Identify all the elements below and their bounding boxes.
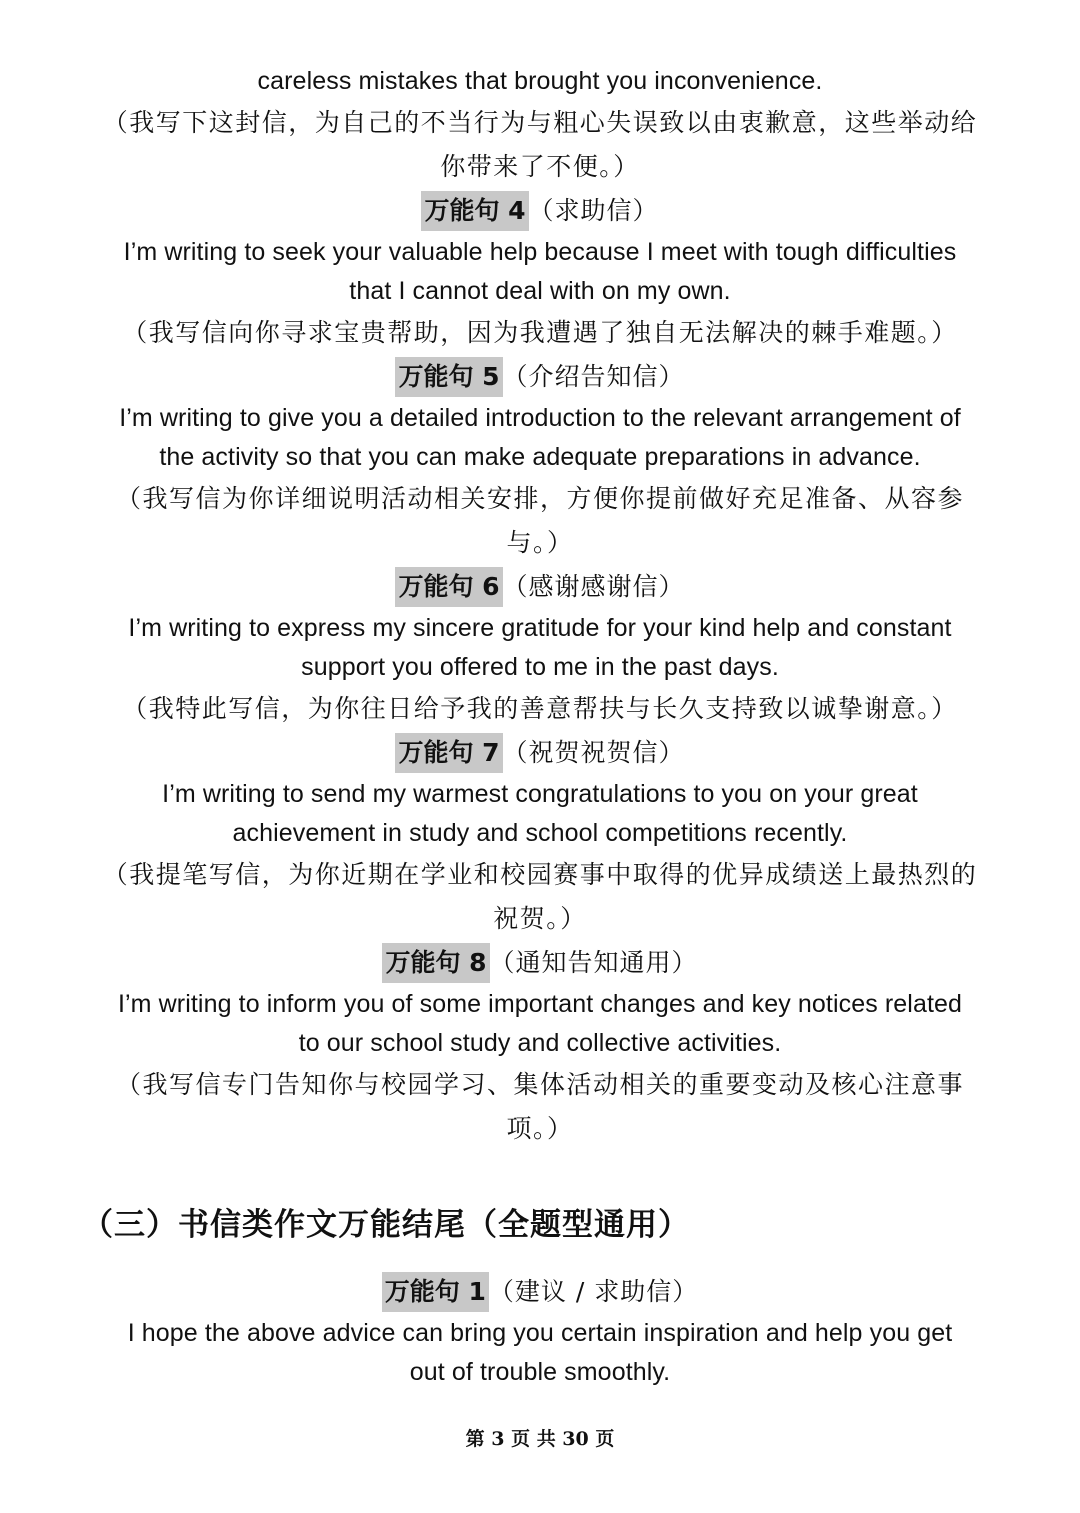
sentence-block-5: [60, 355, 1020, 565]
sentence-block-6: [60, 565, 1020, 731]
ending-type: （建议 / 求助信）: [488, 1277, 699, 1306]
sentence-english-line-2: support you offered to me in the past days.: [301, 653, 779, 681]
sentence-english-line-2: to our school study and collective activities.: [298, 1029, 782, 1057]
sentence-chinese-line-2: 祝贺。）: [493, 904, 587, 933]
sentence-block-7: [60, 731, 1020, 941]
intro-chinese-line-1: （我写下这封信，为自己的不当行为与粗心失误致以由衷歉意，这些举动给: [102, 108, 978, 137]
sentence-type: （通知告知通用）: [489, 948, 698, 977]
sentence-block-8: [60, 941, 1020, 1151]
sentence-label: 万能句 8: [382, 943, 489, 983]
sentence-english-line-2: the activity so that you can make adequate preparations in advance.: [159, 443, 921, 471]
intro-english-tail: careless mistakes that brought you inconvenience.: [257, 67, 823, 95]
sentence-chinese-line-1: （我写信专门告知你与校园学习、集体活动相关的重要变动及核心注意事: [115, 1070, 964, 1099]
ending-english-line-2: out of trouble smoothly.: [409, 1358, 671, 1386]
sentence-label: 万能句 5: [395, 357, 502, 397]
sentence-english-line-1: I’m writing to express my sincere gratitude for your kind help and constant: [128, 614, 952, 642]
section-title: （三）书信类作文万能结尾（全题型通用）: [82, 1207, 690, 1243]
page-number: 第 3 页 共 30 页: [465, 1428, 615, 1450]
sentence-type: （求助信）: [528, 196, 659, 225]
ending-heading: [60, 1270, 1020, 1314]
sentence-english-line-1: I’m writing to give you a detailed introduction to the relevant arrangement of: [119, 404, 961, 432]
sentence-type: （感谢感谢信）: [502, 572, 685, 601]
intro-chinese-line-2: 你带来了不便。）: [440, 152, 640, 181]
sentence-english-line-1: I’m writing to send my warmest congratulations to you on your great: [162, 780, 918, 808]
sentence-chinese-line-1: （我特此写信，为你往日给予我的善意帮扶与长久支持致以诚挚谢意。）: [122, 694, 958, 723]
sentence-chinese-line-2: 项。）: [506, 1114, 574, 1143]
sentence-english-line-2: that I cannot deal with on my own.: [349, 277, 731, 305]
sentence-chinese-line-1: （我写信向你寻求宝贵帮助，因为我遭遇了独自无法解决的棘手难题。）: [122, 318, 958, 347]
sentence-heading: [60, 941, 1020, 985]
sentence-english-line-1: I’m writing to seek your valuable help because I meet with tough difficulties: [123, 238, 957, 266]
sentence-chinese-line-2: 与。）: [506, 528, 574, 557]
sentence-heading: [60, 731, 1020, 775]
sentence-type: （祝贺祝贺信）: [502, 738, 685, 767]
ending-block: [60, 1270, 1020, 1392]
sentence-label: 万能句 7: [395, 733, 502, 773]
sentence-label: 万能句 4: [421, 191, 528, 231]
sentence-list: [60, 62, 1020, 1151]
sentence-chinese-line-1: （我提笔写信，为你近期在学业和校园赛事中取得的优异成绩送上最热烈的: [102, 860, 978, 889]
sentence-heading: [60, 565, 1020, 609]
sentence-chinese-line-1: （我写信为你详细说明活动相关安排，方便你提前做好充足准备、从容参: [115, 484, 964, 513]
sentence-block-4: [60, 189, 1020, 355]
ending-label: 万能句 1: [382, 1272, 489, 1312]
sentence-type: （介绍告知信）: [502, 362, 685, 391]
sentence-heading: [60, 189, 1020, 233]
sentence-english-line-1: I’m writing to inform you of some important changes and key notices related: [117, 990, 962, 1018]
sentence-label: 万能句 6: [395, 567, 502, 607]
sentence-heading: [60, 355, 1020, 399]
sentence-english-line-2: achievement in study and school competitions recently.: [232, 819, 848, 847]
ending-english-line-1: I hope the above advice can bring you certain inspiration and help you get: [127, 1319, 953, 1347]
